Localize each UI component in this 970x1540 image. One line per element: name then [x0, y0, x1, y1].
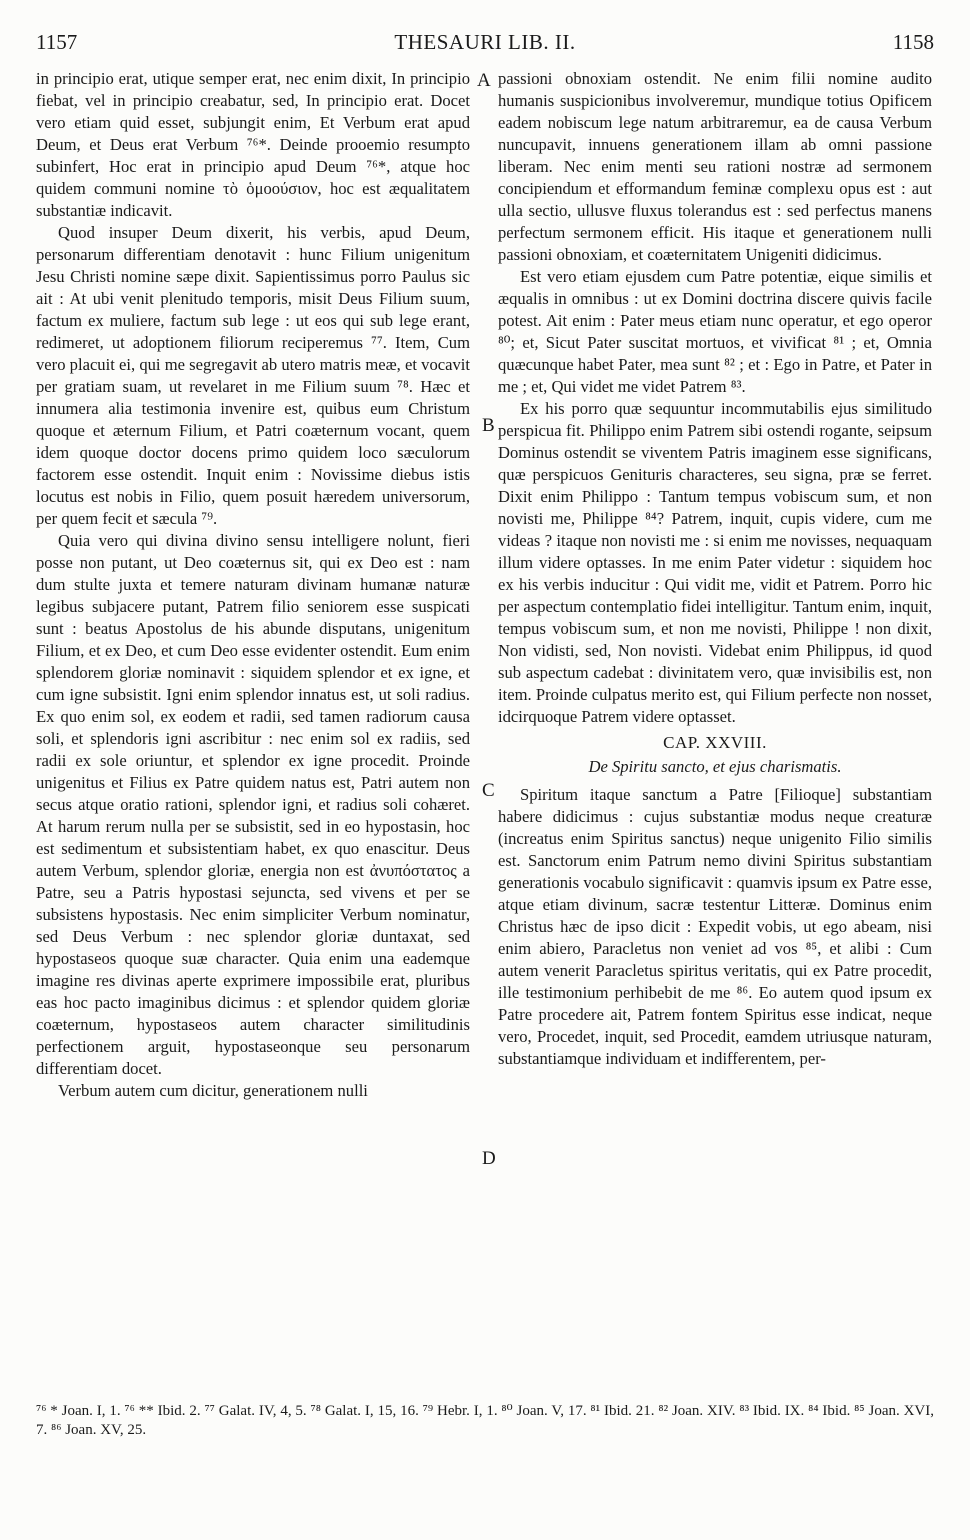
right-paragraph-3: Ex his porro quæ sequuntur incommutabilis ejus similitudo perspicua fit. Philippo enim Patrem sibi ostendi rogante, seipsum Dominus ostendit se viventem Patris imaginem esse significans, quæ perspicuos Genituris characteres, seu signa, præ se ferret. Dixit enim Philippo : Tantum tempus vobiscum sum, et non novisti me, Philippe ⁸⁴? Patrem, inquit, cupis videre, cum me videas ? itaque non novisti me : si enim me novisses, nequaquam illum videre optasses. In me enim Pater videtur : siquidem hoc ex his verbis inducitur : Qui vidit me, vidit et Patrem. Porro hic per aspectum contemplatio fidei intelligitur. Tantum enim, inquit, tempus vobiscum sum, et non me novisti, Philippe ! non dixit, Non vidisti, sed, Non novisti. Videbat enim Philippus, id quod sub aspectum cadebat : divinitatem vero, quæ invisibilis est, non item. Proinde culpatus merito est, qui Filium perfecte non nosset, idcirquoque Patrem videre optasset.: [498, 399, 932, 726]
left-paragraph-2: Quod insuper Deum dixerit, his verbis, apud Deum, personarum differentiam denotavit : hunc Filium unigenitum Jesu Christi nomine sæpe dixit. Sapientissimus porro Paulus sic ait : At ubi venit plenitudo temporis, misit Deus Filium suum, factum ex muliere, factum sub lege : ut eos qui sub lege erant, redimeret, ut adoptionem filiorum reciperemus ⁷⁷. Item, Cum vero placuit ei, qui me segregavit ab utero matris meæ, et vocavit per gratiam suam, ut revelaret in me Filium suum ⁷⁸. Hæc et innumera alia testimonia invenire est, quibus eum Christum quoque et æternum Filium, et Patri coæternum vocant, quem idem quoque doctor docens primo quidem loco sæculorum factorem esse ostendit. Inquit enim : Novissime diebus istis locutus est nobis in Filio, quem posuit hæredem universorum, per quem fecit et sæcula ⁷⁹.: [36, 223, 470, 528]
margin-letter-b: B: [482, 415, 495, 436]
right-paragraph-4: Spiritum itaque sanctum a Patre [Filioque] substantiam habere didicimus : cujus substantiæ modus neque creaturæ (increatus enim Spiritus sanctus) neque unigenito Filio similis est. Sanctorum enim Patrum nemo divini Spiritus substantiam generationis vocabulo significavit : quamvis ipsum ex Patre esse, atque etiam divinum, sacræ testentur Litteræ. Dominus enim Christus hæc de ipso dicit : Expedit vobis, ut ego abeam, nisi enim abiero, Paracletus non veniet ad vos ⁸⁵, et alibi : Cum autem venerit Paracletus spiritus veritatis, qui ex Patre procedit, ille testimonium perhibebit de me ⁸⁶. Eo autem quod ipsum ex Patre procedere ait, Patrem fontem Spiritus esse indicat, neque vero, Procedet, inquit, sed Procedit, eamdem utriusque naturam, substantiamque individuam et indifferentem, per-: [498, 785, 932, 1068]
left-column: [36, 68, 470, 1102]
margin-letter-a: A: [477, 70, 491, 91]
margin-letter-d: D: [482, 1148, 496, 1169]
right-column: [498, 68, 932, 1070]
page-number-left: 1157: [36, 30, 78, 54]
right-paragraph-2: Est vero etiam ejusdem cum Patre potentiæ, eique similis et æqualis in omnibus : ut ex Domini doctrina discere quivis facile potest. Ait enim : Pater meus etiam nunc operatur, et ego operor ⁸⁰; et, Sicut Pater suscitat mortuos, et vivificat ⁸¹ ; et, Omnia quæcunque habet Pater, mea sunt ⁸² ; et : Ego in Patre, et Pater in me ; et, Qui videt me videt Patrem ⁸³.: [498, 267, 932, 396]
running-title: THESAURI LIB. II.: [394, 30, 576, 54]
chapter-heading: CAP. XXVIII.: [663, 733, 767, 752]
left-paragraph-1: in principio erat, utique semper erat, nec enim dixit, In principio fiebat, vel in principio creabatur, sed, In principio erat. Docet vero etiam quid esset, subjungit enim, Et Verbum erat apud Deum, et Deus erat Verbum ⁷⁶*. Deinde prooemio resumpto subinfert, Hoc erat in principio apud Deum ⁷⁶*, atque hoc quidem communi nomine τὸ ὁμοούσιον, hoc est æqualitatem substantiæ indicavit.: [36, 69, 470, 220]
page-number-right: 1158: [892, 30, 934, 54]
left-paragraph-4: Verbum autem cum dicitur, generationem nulli: [58, 1081, 368, 1100]
running-header: [36, 30, 934, 56]
left-paragraph-3: Quia vero qui divina divino sensu intelligere nolunt, fieri posse non putant, ut Deo coæternus sit, qui ex Deo est : nam dum stulte juxta et temere naturam divinam humanæ naturæ legibus subjacere putant, Patrem filio seniorem esse suspicati sunt : beatus Apostolus de his abunde disputans, unigenitum Filium, et ex Deo, et cum Deo esse evidenter ostendit. Eum enim splendorem gloriæ nominavit : siquidem splendor et ex igne, et cum igne subsistit. Igni enim splendor innatus est, ut soli radius. Ex quo enim sol, ex eodem et radii, sed tamen radiorum causa soli, et splendoris igni ascribitur : nec enim sol ex radiis, sed radii ex sole oriuntur, et splendor ex igne procedit. Proinde unigenitus et Filius ex Patre quidem natus est, Patri autem non secus atque oratio rationi, splendor igni, et radius soli cohæret. At harum rerum nulla per se subsistit, sed in eo hypostasin, hoc est sedimentum et subsistentiam habet, ex quo enascitur. Deus autem Verbum, splendor gloriæ, energia non est ἀνυπόστατος a Patre, seu a Patris hypostasi sejuncta, sed vivens et per se subsistens hypostasis. Nec enim simpliciter Verbum nominatur, sed Deus Verbum : nec splendor gloriæ duntaxat, sed hypostaseos quoque suæ character. Quia enim una eademque imagine res divinas aperte exprimere impossibile erat, pluribus eas hoc pacto imaginibus dicimus : et splendor quidem gloriæ coæternum, hypostaseos autem character similitudinis perfectionem arguit, hypostaseonque seu personarum differentiam docet.: [36, 531, 470, 1078]
footnotes: ⁷⁶ * Joan. I, 1. ⁷⁶ ** Ibid. 2. ⁷⁷ Galat. IV, 4, 5. ⁷⁸ Galat. I, 15, 16. ⁷⁹ Hebr. I, 1. ⁸⁰ Joan. V, 17. ⁸¹ Ibid. 21. ⁸² Joan. XIV. ⁸³ Ibid. IX. ⁸⁴ Ibid. ⁸⁵ Joan. XVI, 7. ⁸⁶ Joan. XV, 25.: [36, 1403, 934, 1438]
margin-letter-c: C: [482, 780, 495, 801]
chapter-subtitle: De Spiritu sancto, et ejus charismatis.: [588, 757, 842, 776]
right-paragraph-1: passioni obnoxiam ostendit. Ne enim filii nomine audito humanis suspicionibus involveremur, mundique totius Opificem eadem nobiscum lege natum arbitraremur, ea de causa Verbum nuncupavit, innuens generationem illam ab omni passione liberam. Nec enim menti seu rationi nostræ ad sermonem concipiendum et efformandum feminæ complexu opus est : aut ulla sectio, ullusve fluxus tolerandus est : sed perfectus manens perfectum sermonem efficit. His itaque et generationem nulli passioni obnoxiam, et coæternitatem Unigeniti didicimus.: [498, 69, 932, 264]
